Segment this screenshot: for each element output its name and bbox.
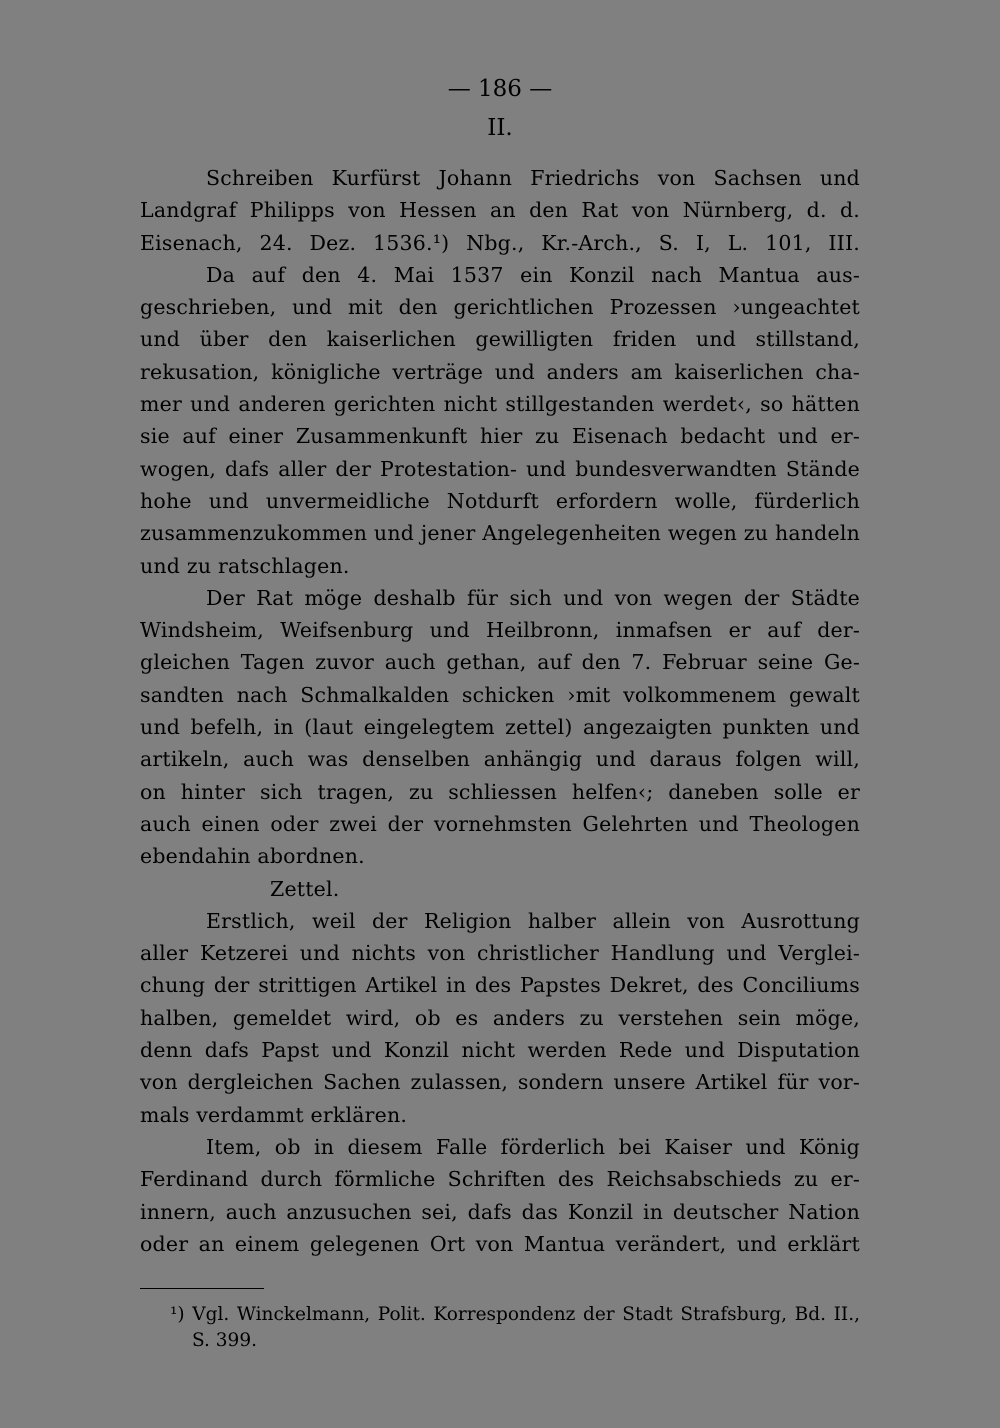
text-line: artikeln, auch was denselben anhängig und daraus folgen will, — [140, 747, 860, 772]
footnote-line: S. 399. — [192, 1330, 257, 1351]
text-line: sandten nach Schmalkalden schicken ›mit volkommenem gewalt — [140, 682, 860, 707]
text-line: Windsheim, Weifsenburg und Heilbronn, inmafsen er auf der- — [140, 618, 860, 643]
text-line: chung der strittigen Artikel in des Papstes Dekret, des Conciliums — [140, 973, 860, 998]
paragraph-3 — [140, 905, 860, 1131]
text-line: innern, auch anzusuchen sei, dafs das Konzil in deutscher Nation — [140, 1199, 860, 1224]
text-line: von dergleichen Sachen zulassen, sondern unsere Artikel für vor- — [140, 1070, 860, 1095]
text-line: denn dafs Papst und Konzil nicht werden Rede und Disputation — [140, 1038, 860, 1063]
text-line: und befelh, in (laut eingelegtem zettel) angezaigten punkten und — [140, 715, 860, 740]
text-line: geschrieben, und mit den gerichtlichen Prozessen ›ungeachtet — [140, 295, 860, 320]
zettel-heading: Zettel. — [270, 876, 340, 901]
text-line: Item, ob in diesem Falle förderlich bei Kaiser und König — [206, 1134, 860, 1159]
paragraph-1 — [140, 259, 860, 582]
text-line: wogen, dafs aller der Protestation- und bundesverwandten Stände — [140, 456, 860, 481]
text-line: sie auf einer Zusammenkunft hier zu Eisenach bedacht und er- — [140, 424, 860, 449]
paragraph-2 — [140, 582, 860, 873]
text-line: rekusation, königliche verträge und anders am kaiserlichen cha- — [140, 359, 860, 384]
footnotes — [170, 1302, 860, 1354]
text-line: aller Ketzerei und nichts von christlicher Handlung und Verglei- — [140, 941, 860, 966]
text-line: on hinter sich tragen, zu schliessen helfen‹; daneben solle er — [140, 779, 860, 804]
text-line: zusammenzukommen und jener Angelegenheiten wegen zu handeln — [140, 521, 860, 546]
text-line: Da auf den 4. Mai 1537 ein Konzil nach Mantua aus- — [206, 262, 860, 287]
text-line: und über den kaiserlichen gewilligten friden und stillstand, — [140, 327, 860, 352]
section-number: II. — [487, 115, 513, 141]
paragraph-4 — [140, 1131, 860, 1260]
title-line: Eisenach, 24. Dez. 1536.¹) Nbg., Kr.-Arch., S. I, L. 101, III. — [140, 230, 860, 255]
footnote-divider — [140, 1288, 264, 1289]
page-body — [140, 70, 860, 1260]
text-line: Erstlich, weil der Religion halber allein von Ausrottung — [206, 908, 860, 933]
page-number-header: — 186 — — [447, 76, 553, 102]
text-line: halben, gemeldet wird, ob es anders zu verstehen sein möge, — [140, 1005, 860, 1030]
title-line: Schreiben Kurfürst Johann Friedrichs von Sachsen und — [206, 166, 860, 190]
text-line: Ferdinand durch förmliche Schriften des Reichsabschieds zu er- — [140, 1167, 860, 1192]
text-line: Der Rat möge deshalb für sich und von wegen der Städte — [206, 585, 860, 610]
text-line: mals verdammt erklären. — [140, 1102, 408, 1127]
text-line: auch einen oder zwei der vornehmsten Gelehrten und Theologen — [140, 811, 860, 836]
text-line: mer und anderen gerichten nicht stillgestanden werdet‹, so hätten — [140, 392, 860, 417]
text-line: ebendahin abordnen. — [140, 844, 365, 869]
footnote-line: ¹) Vgl. Winckelmann, Polit. Korrespondenz der Stadt Strafsburg, Bd. II., — [170, 1304, 860, 1325]
text-line: und zu ratschlagen. — [140, 553, 350, 578]
text-line: oder an einem gelegenen Ort von Mantua verändert, und erklärt — [140, 1231, 860, 1256]
text-line: hohe und unvermeidliche Notdurft erfordern wolle, fürderlich — [140, 488, 860, 513]
title-line: Landgraf Philipps von Hessen an den Rat von Nürnberg, d. d. — [140, 198, 860, 223]
text-line: gleichen Tagen zuvor auch gethan, auf den 7. Februar seine Ge- — [140, 650, 860, 675]
document-title — [140, 162, 860, 259]
